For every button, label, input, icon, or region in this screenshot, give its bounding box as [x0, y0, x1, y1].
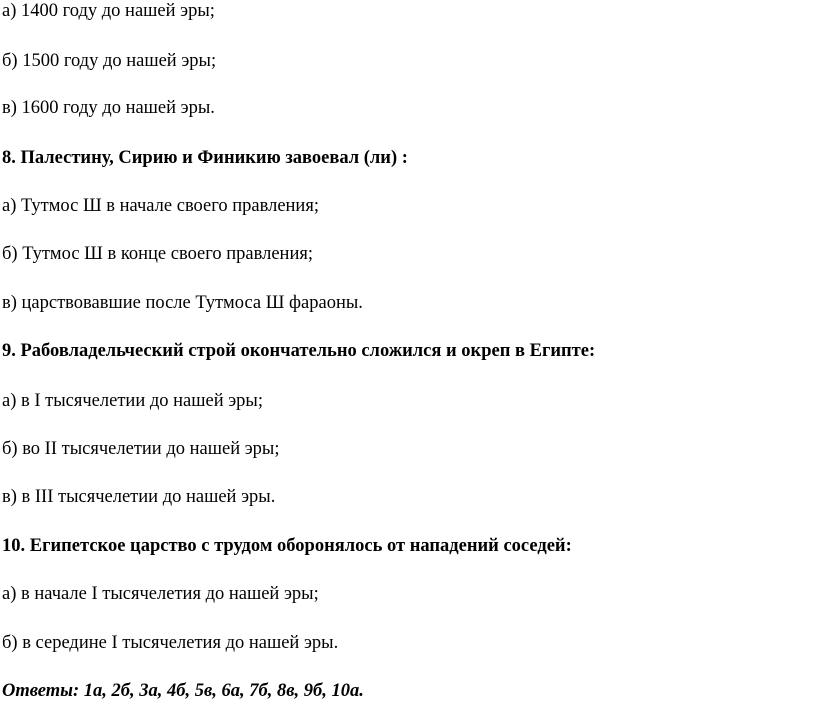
option-line: а) в I тысячелетии до нашей эры;	[2, 391, 263, 411]
option-line: а) 1400 году до нашей эры;	[2, 1, 215, 21]
question-heading: 10. Египетское царство с трудом оборонялось от нападений соседей:	[2, 536, 572, 556]
option-line: а) Тутмос Ш в начале своего правления;	[2, 196, 319, 216]
question-heading: 9. Рабовладельческий строй окончательно сложился и окреп в Египте:	[2, 341, 596, 361]
option-line: а) в начале I тысячелетия до нашей эры;	[2, 584, 319, 604]
option-line: в) в III тысячелетии до нашей эры.	[2, 487, 276, 507]
option-line: в) 1600 году до нашей эры.	[2, 98, 215, 118]
option-line: в) царствовавшие после Тутмоса Ш фараоны.	[2, 293, 363, 313]
option-line: б) 1500 году до нашей эры;	[2, 51, 217, 71]
answers-line: Ответы: 1а, 2б, 3а, 4б, 5в, 6а, 7б, 8в, 9б, 10а.	[2, 681, 364, 701]
option-line: б) Тутмос Ш в конце своего правления;	[2, 244, 314, 264]
option-line: б) во II тысячелетии до нашей эры;	[2, 439, 280, 459]
option-line: б) в середине I тысячелетия до нашей эры.	[2, 633, 339, 653]
question-heading: 8. Палестину, Сирию и Финикию завоевал (ли) :	[2, 148, 408, 168]
